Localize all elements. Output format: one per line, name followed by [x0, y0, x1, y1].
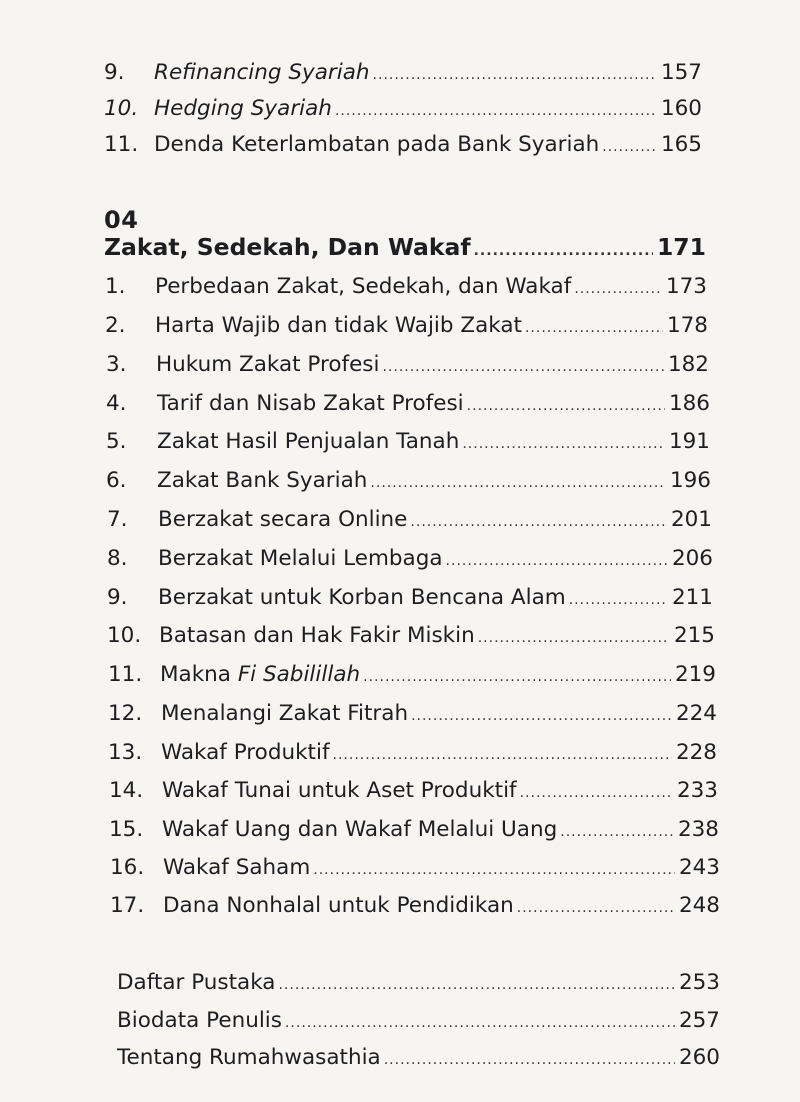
- toc-entry: [117, 970, 720, 995]
- entry-title-prefix: Makna: [160, 662, 238, 687]
- toc-entry: [107, 623, 715, 648]
- entry-title: Wakaf Saham: [163, 855, 311, 880]
- toc-entry: [106, 468, 711, 493]
- entry-title-italic: Fi Sabilillah: [237, 662, 361, 687]
- entry-title: Zakat Bank Syariah: [157, 468, 368, 493]
- entry-page: 157: [660, 60, 702, 85]
- dot-leader: [525, 320, 663, 336]
- toc-entry: [110, 855, 720, 880]
- dot-leader: [313, 862, 675, 878]
- entry-page: 211: [671, 585, 713, 610]
- toc-entry: [109, 817, 719, 842]
- entry-number: 15.: [109, 817, 144, 842]
- toc-entry: [108, 740, 717, 765]
- toc-entry: [107, 546, 713, 571]
- dot-leader: [382, 359, 663, 375]
- toc-entry: [104, 132, 702, 157]
- dot-leader: [478, 630, 670, 646]
- dot-leader: [370, 475, 666, 491]
- entry-page: 228: [675, 740, 717, 765]
- entry-page: 201: [670, 507, 712, 532]
- toc-entry: [109, 778, 718, 803]
- entry-title: Berzakat secara Online: [158, 507, 408, 532]
- entry-page: 182: [667, 352, 709, 377]
- entry-title: Daftar Pustaka: [117, 970, 276, 995]
- entry-page: 165: [660, 132, 702, 157]
- entry-page: 186: [668, 391, 710, 416]
- toc-entry: [105, 274, 707, 299]
- entry-number: 1.: [105, 274, 126, 299]
- entry-number: 4.: [106, 391, 127, 416]
- entry-page: 173: [665, 274, 707, 299]
- entry-number: 7.: [107, 507, 128, 532]
- dot-leader: [467, 398, 665, 414]
- entry-page: 257: [678, 1008, 720, 1033]
- entry-title: Harta Wajib dan tidak Wajib Zakat: [155, 313, 522, 338]
- entry-number: 17.: [110, 893, 145, 918]
- entry-number: 11.: [108, 662, 143, 687]
- entry-number: 6.: [106, 468, 127, 493]
- entry-number: 11.: [104, 132, 139, 157]
- entry-page: 260: [678, 1045, 720, 1070]
- dot-leader: [410, 514, 667, 530]
- dot-leader: [335, 103, 657, 119]
- chapter-number: 04: [104, 206, 139, 234]
- toc-entry: [107, 507, 712, 532]
- toc-entry: [107, 585, 713, 610]
- entry-number: 2.: [105, 313, 126, 338]
- entry-page: 253: [678, 970, 720, 995]
- dot-leader: [462, 436, 665, 452]
- entry-page: 243: [678, 855, 720, 880]
- entry-number: 3.: [106, 352, 127, 377]
- entry-title: Hukum Zakat Profesi: [156, 352, 380, 377]
- entry-number: 12.: [108, 701, 143, 726]
- dot-leader: [602, 139, 657, 155]
- entry-number: 13.: [108, 740, 143, 765]
- toc-entry: [108, 662, 716, 687]
- entry-page: 224: [675, 701, 717, 726]
- entry-page: 196: [669, 468, 711, 493]
- entry-number: 10.: [107, 623, 142, 648]
- entry-title: Batasan dan Hak Fakir Miskin: [159, 623, 475, 648]
- toc-entry: [106, 352, 709, 377]
- entry-page: 191: [668, 429, 710, 454]
- toc-entry: [117, 1008, 720, 1033]
- dot-leader: [285, 1015, 675, 1031]
- entry-title: Denda Keterlambatan pada Bank Syariah: [154, 132, 600, 157]
- entry-number: 9.: [104, 60, 125, 85]
- entry-title: Wakaf Uang dan Wakaf Melalui Uang: [162, 817, 558, 842]
- entry-title: [160, 662, 360, 687]
- toc-entry: [106, 429, 710, 454]
- entry-page: 248: [678, 893, 720, 918]
- dot-leader: [373, 67, 657, 83]
- entry-page: 178: [666, 313, 708, 338]
- entry-title: Tarif dan Nisab Zakat Profesi: [157, 391, 464, 416]
- entry-number: 14.: [109, 778, 144, 803]
- entry-page: 233: [676, 778, 718, 803]
- dot-leader: [363, 669, 671, 685]
- entry-number: 5.: [106, 429, 127, 454]
- toc-entry: [106, 391, 710, 416]
- dot-leader: [474, 243, 653, 259]
- dot-leader: [333, 747, 672, 763]
- dot-leader: [446, 553, 668, 569]
- entry-title: Wakaf Produktif: [161, 740, 330, 765]
- dot-leader: [384, 1052, 675, 1068]
- entry-title: Refinancing Syariah: [154, 60, 370, 85]
- entry-title: Perbedaan Zakat, Sedekah, dan Wakaf: [155, 274, 572, 299]
- dot-leader: [520, 785, 673, 801]
- entry-title: Tentang Rumahwasathia: [117, 1045, 381, 1070]
- chapter-page: 171: [656, 233, 706, 261]
- entry-page: 160: [660, 96, 702, 121]
- entry-title: Biodata Penulis: [117, 1008, 282, 1033]
- dot-leader: [569, 592, 668, 608]
- entry-title: Berzakat Melalui Lembaga: [158, 546, 443, 571]
- entry-title: Berzakat untuk Korban Bencana Alam: [158, 585, 566, 610]
- dot-leader: [560, 824, 674, 840]
- entry-page: 215: [673, 623, 715, 648]
- toc-entry: [104, 96, 702, 121]
- entry-number: 10.: [104, 96, 139, 121]
- entry-title: Zakat Hasil Penjualan Tanah: [157, 429, 460, 454]
- entry-title: Dana Nonhalal untuk Pendidikan: [163, 893, 514, 918]
- entry-number: 16.: [110, 855, 145, 880]
- entry-number: 8.: [107, 546, 128, 571]
- chapter-title: Zakat, Sedekah, Dan Wakaf: [104, 233, 471, 261]
- entry-title: Wakaf Tunai untuk Aset Produktif: [162, 778, 517, 803]
- dot-leader: [411, 708, 672, 724]
- toc-entry: [105, 313, 708, 338]
- entry-title: Hedging Syariah: [154, 96, 332, 121]
- dot-leader: [574, 281, 662, 297]
- toc-entry: [117, 1045, 720, 1070]
- entry-page: 238: [677, 817, 719, 842]
- dot-leader: [517, 900, 675, 916]
- toc-entry: [104, 60, 702, 85]
- entry-page: 219: [674, 662, 716, 687]
- entry-number: 9.: [107, 585, 128, 610]
- entry-page: 206: [671, 546, 713, 571]
- dot-leader: [278, 977, 674, 993]
- toc-entry: [108, 701, 717, 726]
- toc-entry: [110, 893, 720, 918]
- chapter-heading: [104, 233, 706, 261]
- entry-title: Menalangi Zakat Fitrah: [161, 701, 409, 726]
